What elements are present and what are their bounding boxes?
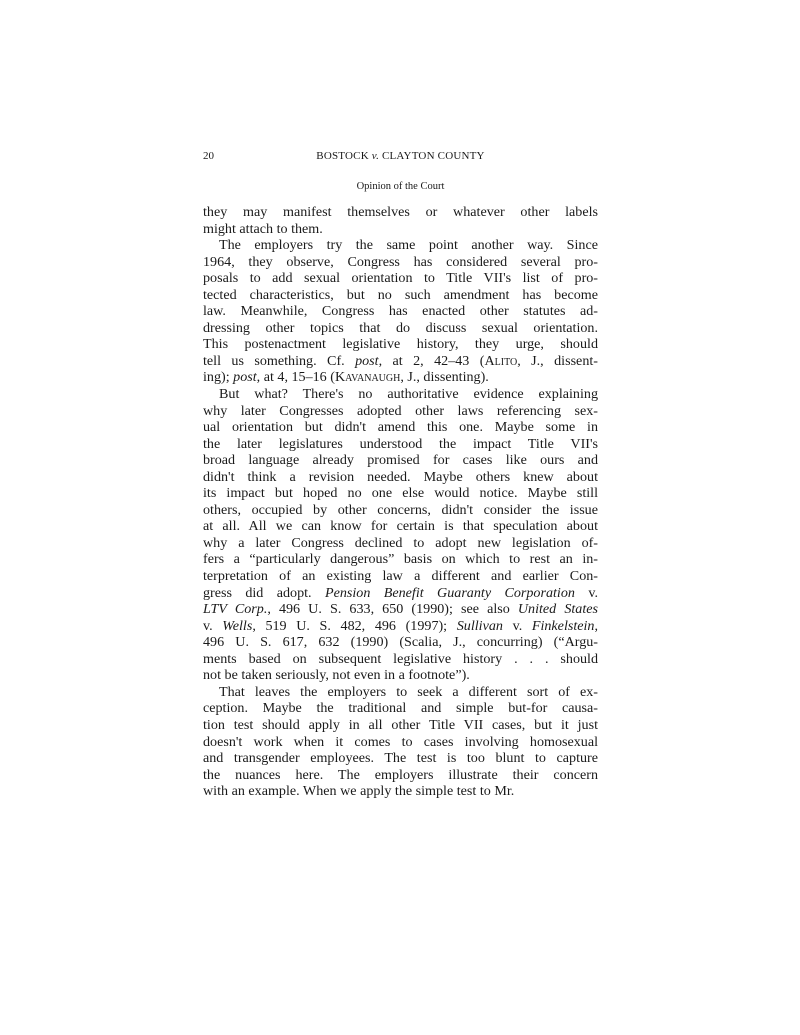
text-line: doesn't work when it comes to cases involving homosexual [203, 733, 598, 750]
text-line: 1964, they observe, Congress has considered several pro- [203, 253, 598, 270]
opinion-subhead: Opinion of the Court [356, 181, 445, 192]
text-line: and transgender employees. The test is too blunt to capture [203, 750, 598, 767]
text-line: This postenactment legislative history, they urge, should [203, 336, 598, 353]
text-line: didn't think a revision needed. Maybe others knew about [203, 468, 598, 485]
running-head [203, 150, 598, 162]
paragraph [203, 237, 598, 386]
opinion-body [203, 204, 598, 800]
text-line: broad language already promised for cases like ours and [203, 452, 598, 469]
text-line: terpretation of an existing law a different and earlier Con- [203, 568, 598, 585]
text-line: others, occupied by other concerns, didn't consider the issue [203, 501, 598, 518]
text-line: dressing other topics that do discuss sexual orientation. [203, 319, 598, 336]
text-line: they may manifest themselves or whatever other labels [203, 204, 598, 220]
text-line: ual orientation but didn't amend this one. Maybe some in [203, 419, 598, 436]
text-line: not be taken seriously, not even in a footnote”). [203, 667, 470, 684]
paragraph [203, 684, 598, 800]
running-head-versus: v. [371, 150, 380, 162]
text-line: why later Congresses adopted other laws referencing sex- [203, 402, 598, 419]
text-line: law. Meanwhile, Congress has enacted other statutes ad- [203, 303, 598, 320]
text-line: That leaves the employers to seek a different sort of ex- [219, 683, 598, 700]
text-line: with an example. When we apply the simple test to Mr. [203, 783, 515, 800]
text-line: fers a “particularly dangerous” basis on which to rest an in- [203, 551, 598, 568]
text-line: might attach to them. [203, 220, 323, 237]
text-line: gress did adopt. Pension Benefit Guaranty Corporation v. [203, 584, 598, 601]
text-line: why a later Congress declined to adopt new legislation of- [203, 534, 598, 551]
text-line: v. Wells, 519 U. S. 482, 496 (1997); Sullivan v. Finkelstein, [203, 617, 599, 634]
text-line: LTV Corp., 496 U. S. 633, 650 (1990); see also United States [203, 601, 598, 618]
running-head-pre: BOSTOCK [316, 150, 372, 162]
text-line: ing); post, at 4, 15–16 (Kavanaugh, J., dissenting). [203, 369, 489, 386]
text-line: tell us something. Cf. post, at 2, 42–43 (Alito, J., dissent- [203, 352, 598, 369]
text-line: the later legislatures understood the impact Title VII's [203, 435, 598, 452]
text-line: ception. Maybe the traditional and simple but-for causa- [203, 700, 598, 717]
text-line: posals to add sexual orientation to Title VII's list of pro- [203, 270, 598, 287]
text-line: But what? There's no authoritative evidence explaining [219, 386, 598, 403]
text-line: The employers try the same point another way. Since [219, 237, 598, 254]
text-line: its impact but hoped no one else would notice. Maybe still [203, 485, 598, 502]
paragraph [203, 204, 598, 237]
text-line: 496 U. S. 617, 632 (1990) (Scalia, J., concurring) (“Argu- [203, 634, 598, 651]
page-header [203, 150, 598, 166]
text-line: the nuances here. The employers illustrate their concern [203, 766, 598, 783]
page-number: 20 [203, 150, 214, 162]
paragraph [203, 386, 598, 684]
text-line: ments based on subsequent legislative history . . . should [203, 650, 598, 667]
text-line: at all. All we can know for certain is that speculation about [203, 518, 598, 535]
text-line: tion test should apply in all other Title VII cases, but it just [203, 716, 598, 733]
running-head-post: CLAYTON COUNTY [379, 150, 485, 162]
text-line: tected characteristics, but no such amendment has become [203, 286, 598, 303]
